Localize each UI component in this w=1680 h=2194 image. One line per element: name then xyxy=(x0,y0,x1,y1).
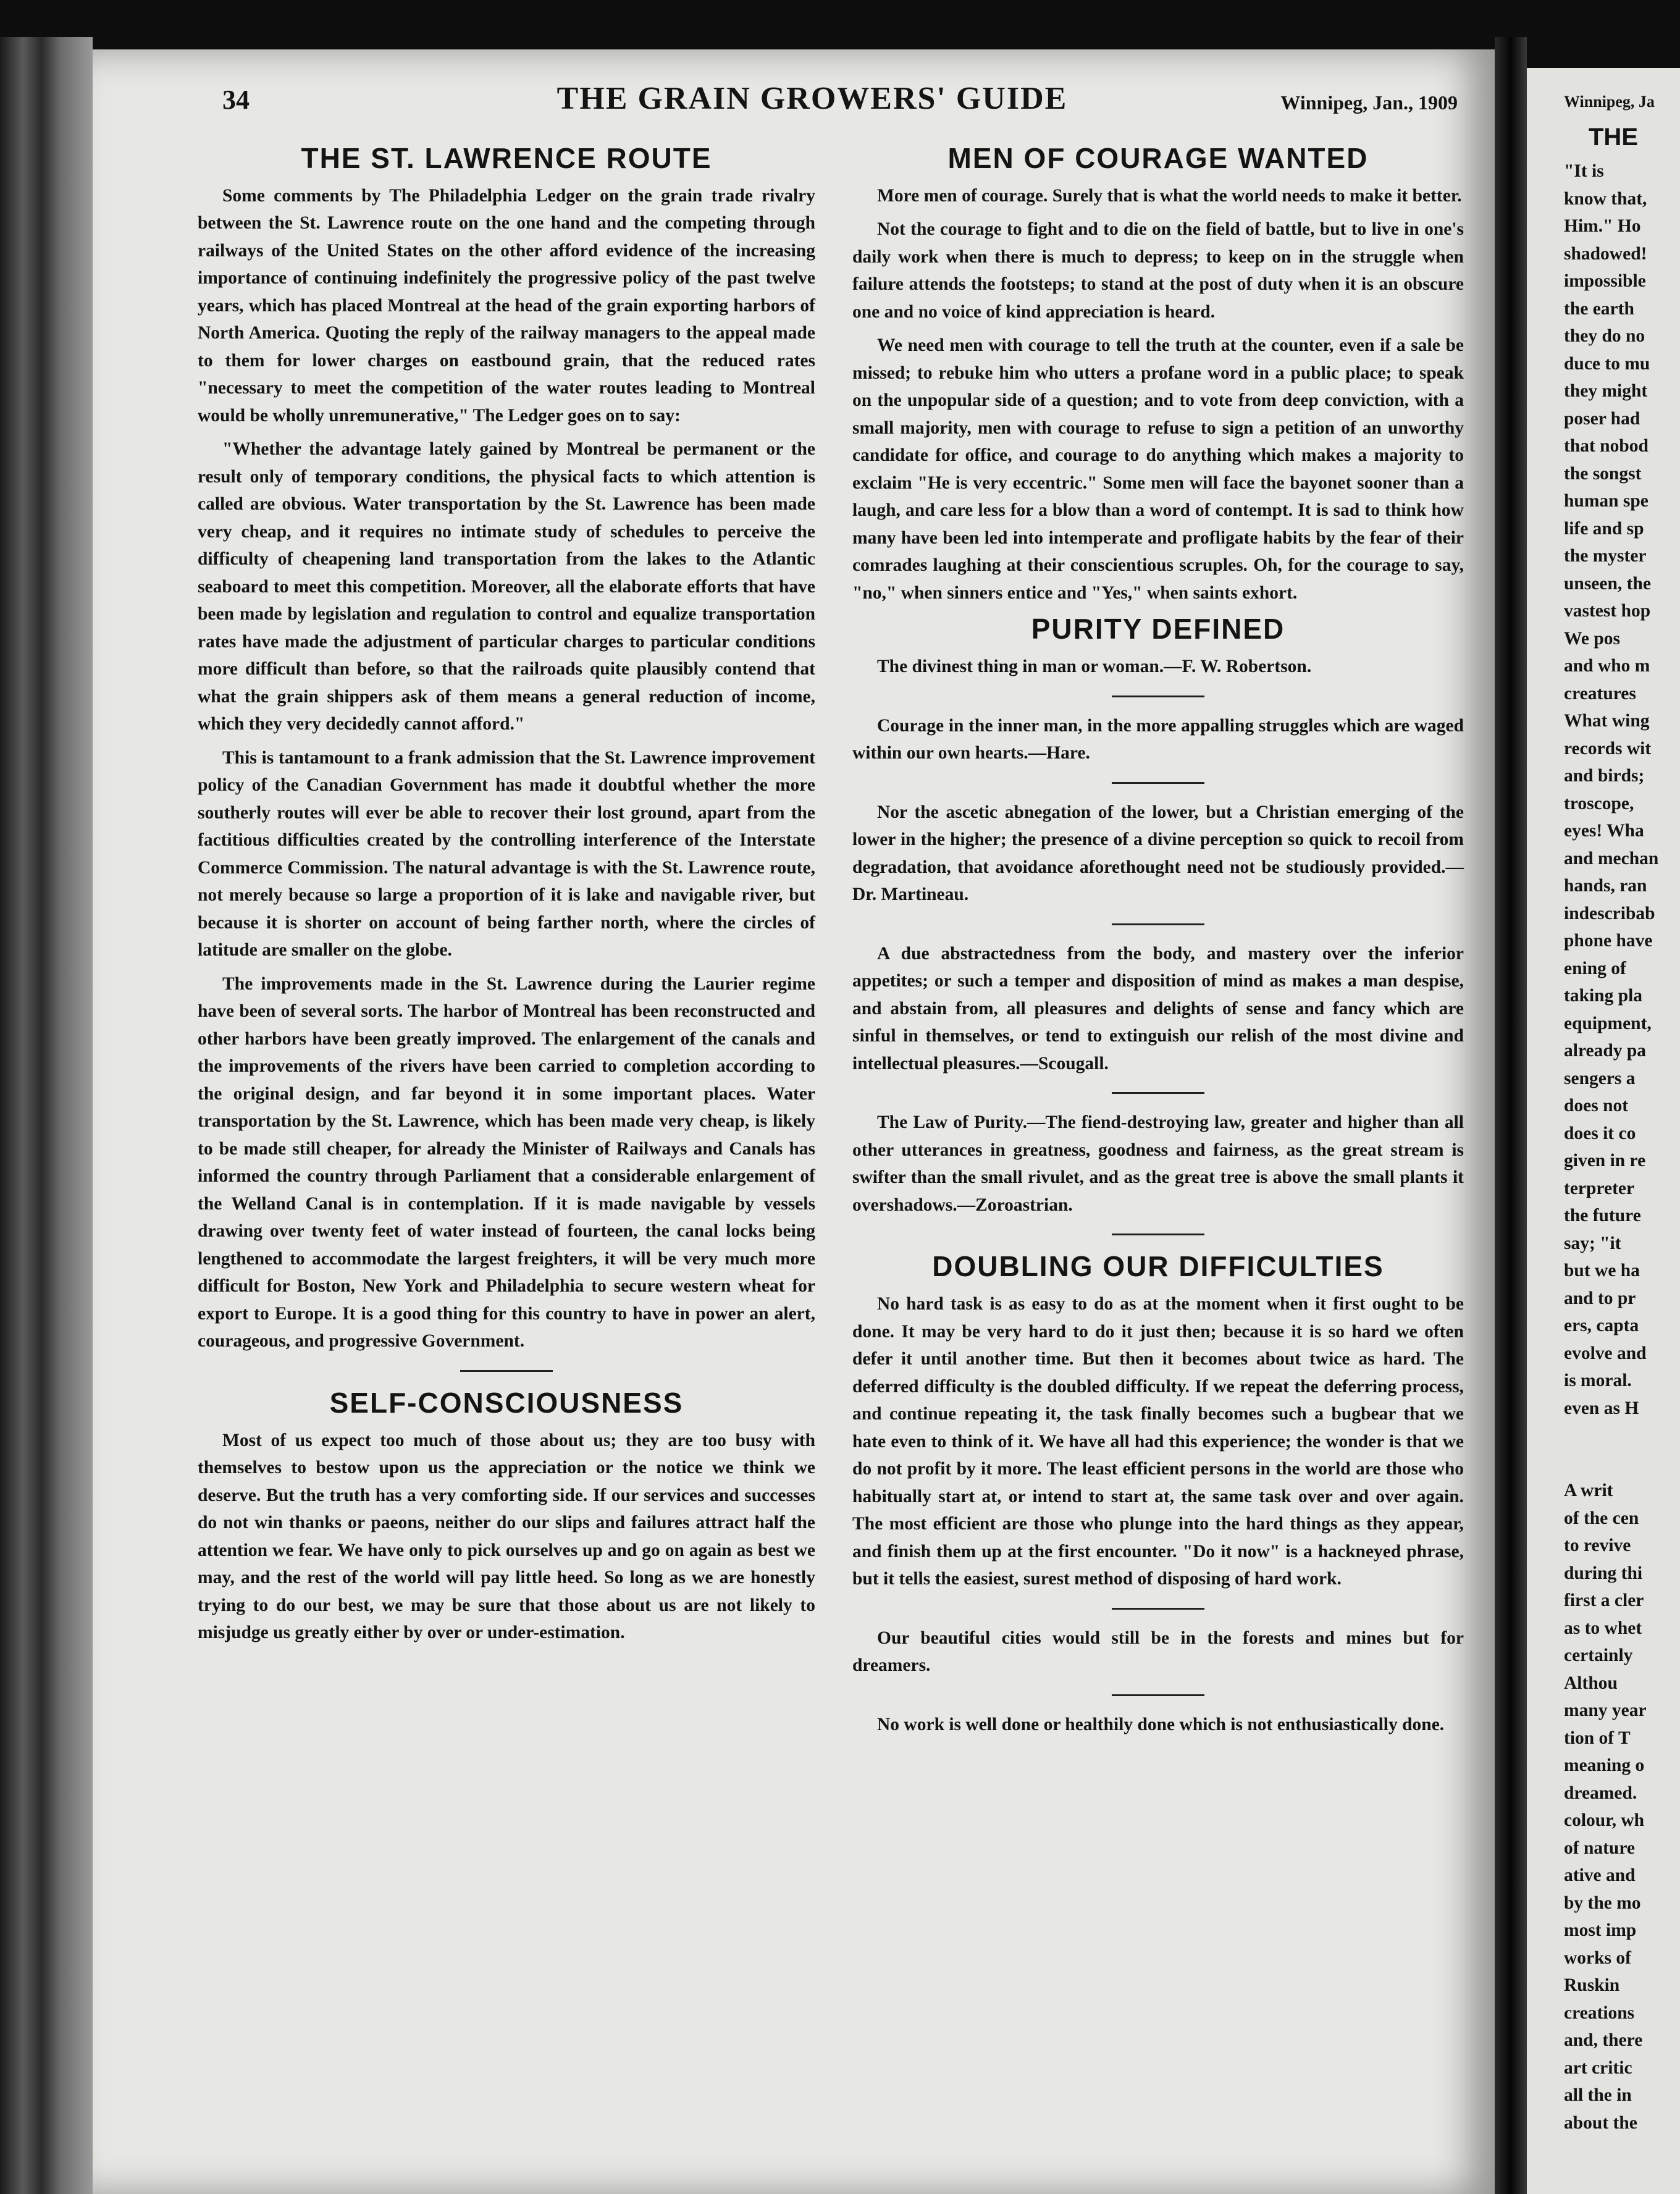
facing-page-line: say; "it xyxy=(1564,1233,1621,1253)
article-paragraph: We need men with courage to tell the truth at the counter, even if a sale be missed; to rebuke him who utters a profane word in a public place; to speak on the unpopular side of a question; and to vote from deep conviction, with a small majority, men with courage to refuse to sign a petition of an unworthy candidate for office, and courage to do anything which makes a majority to exclaim "He is very eccentric." Some men will face the bayonet sooner than a laugh, and care less for a blow than a word of contempt. It is sad to think how many have been led into intemperate and profligate habits by the fear of their comrades laughing at their conscientious scruples. Oh, for the courage to say, "no," when sinners entice and "Yes," when saints exhort. xyxy=(852,335,1464,603)
facing-page-line: of nature xyxy=(1564,1838,1635,1858)
facing-page-heading: THE xyxy=(1589,124,1638,151)
facing-page-line: sengers a xyxy=(1564,1068,1636,1088)
dateline: Winnipeg, Jan., 1909 xyxy=(1280,91,1458,114)
quotation-item: The Law of Purity.—The fiend-destroying law, greater and higher than all other utterances in greatness, goodness and fairness, as the great stream is swifter than the small rivulet, and as the great tree is above the small plants it overshadows.—Zoroastrian. xyxy=(852,1112,1464,1215)
facing-page-line: tion of T xyxy=(1564,1728,1631,1748)
facing-page-line: and birds; xyxy=(1564,766,1645,786)
article-title: SELF-CONSCIOUSNESS xyxy=(329,1386,684,1419)
facing-page-line: and mechan xyxy=(1564,848,1659,868)
facing-page-line: shadowed! xyxy=(1564,243,1647,264)
section-divider xyxy=(1112,1092,1204,1094)
facing-page-line: duce to mu xyxy=(1564,353,1650,374)
facing-page-line: eyes! Wha xyxy=(1564,821,1644,841)
section-divider xyxy=(1112,1234,1204,1235)
facing-page-line: We pos xyxy=(1564,628,1620,649)
facing-page-line: that nobod xyxy=(1564,436,1648,456)
article-purity-defined xyxy=(852,613,1464,1235)
article-doubling-difficulties xyxy=(852,1250,1464,1738)
facing-page-line: meaning o xyxy=(1564,1755,1645,1775)
quotation-item: A due abstractedness from the body, and mastery over the inferior appetites; or such a temper and disposition of mind as makes a man despise, and abstain from, all pleasures and delights of sense and fancy which are sinful in themselves, or tend to extinguish our relish of the most divine and intellectual pleasures.—Scougall. xyxy=(852,943,1464,1074)
article-paragraph: The improvements made in the St. Lawrence during the Laurier regime have been of several sorts. The harbor of Montreal has been reconstructed and other harbors have been greatly improved. The enlargement of the canals and the improvements of the rivers have been carried to completion according to the original design, and far beyond it in some important places. Water transportation by the St. Lawrence, which has been made very cheap, is likely to be made still cheaper, for already the Minister of Railways and Canals has informed the country through Parliament that a considerable enlargement of the Welland Canal is in contemplation. If it is made navigable by vessels drawing over twenty feet of water instead of fourteen, the canal locks being lengthened to accommodate the largest freighters, it will be very much more difficult for Boston, New York and Philadelphia to secure western wheat for export to Europe. It is a good thing for this country to have in power an alert, courageous, and progressive Government. xyxy=(198,973,815,1351)
facing-page-line: creations xyxy=(1564,2003,1635,2023)
facing-page-line: the myster xyxy=(1564,546,1647,566)
facing-page-line: indescribab xyxy=(1564,903,1655,923)
article-paragraph: More men of courage. Surely that is what the world needs to make it better. xyxy=(877,185,1462,206)
facing-page-line: and to pr xyxy=(1564,1288,1636,1308)
article-paragraph: Some comments by The Philadelphia Ledger on the grain trade rivalry between the St. Lawrence route on the one hand and the competing through railways of the United States on the other afford evidence of the increasing importance of continuing indefinitely the progressive policy of the past twelve years, which has placed Montreal at the head of the grain exporting harbors of North America. Quoting the reply of the railway managers to the appeal made to them for lower charges on eastbound grain, that the reduced rates "necessary to meet the competition of the water routes leading to Montreal would be wholly unremunerative," The Ledger goes on to say: xyxy=(198,185,815,426)
facing-page-line: and who m xyxy=(1564,656,1650,676)
facing-page-line: of the cen xyxy=(1564,1508,1639,1528)
newspaper-page xyxy=(93,49,1495,2194)
section-divider xyxy=(1112,696,1204,697)
facing-page-line: hands, ran xyxy=(1564,876,1647,896)
article-paragraph: No hard task is as easy to do as at the moment when it first ought to be done. It may be very hard to do it just then; because it is so hard we often defer it until another time. But then it becomes about twice as hard. The deferred difficulty is the doubled difficulty. If we repeat the deferring process, and continue repeating it, the task finally becomes such a bugbear that we hate even to think of it. We have all had this experience; the wonder is that we do not profit by it more. The least efficient persons in the world are those who habitually start at, or intend to start at, the same task over and over again. The most efficient are those who plunge into the hard things as they appear, and finish them up at the first encounter. "Do it now" is a hackneyed phrase, but it tells the easiest, surest method of disposing of hard work. xyxy=(852,1294,1464,1589)
facing-page-line: during thi xyxy=(1564,1563,1643,1583)
section-divider xyxy=(1112,782,1204,784)
facing-page-line: first a cler xyxy=(1564,1591,1644,1610)
article-st-lawrence-route xyxy=(198,142,815,1355)
section-divider xyxy=(1112,1694,1204,1696)
facing-page-line: Him." Ho xyxy=(1564,216,1641,236)
facing-page-line xyxy=(1527,1450,1680,1477)
facing-page-line: ative and xyxy=(1564,1865,1636,1885)
filler-item: No work is well done or healthily done which is not enthusiastically done. xyxy=(877,1714,1445,1734)
facing-page-line: A writ xyxy=(1564,1481,1613,1500)
article-title: THE ST. LAWRENCE ROUTE xyxy=(301,142,712,174)
facing-page-line: is moral. xyxy=(1564,1371,1632,1390)
facing-page-line: the songst xyxy=(1564,463,1642,484)
quotation-item: Nor the ascetic abnegation of the lower, but a Christian emerging of the lower in the higher; the presence of a divine perception so quick to recoil from degradation, that avoidance aforethought need not be studiously provided.—Dr. Martineau. xyxy=(852,802,1464,905)
article-quote: "Whether the advantage lately gained by Montreal be permanent or the result only of temporary conditions, the physical facts to which attention is called are obvious. Water transportation by the St. Lawrence has been made very cheap, and it requires no intimate study of schedules to perceive the difficulty of cheapening land transportation from the lakes to the Atlantic seaboard to meet this competition. Moreover, all the elaborate efforts that have been made by legislation and regulation to control and equalize transportation rates have made the adjustment of particular charges to particular conditions more difficult than before, so that the railroads quite plausibly contend that what the grain shippers ask of them means a general reduction of income, which they very decidedly cannot afford." xyxy=(198,439,815,734)
facing-page-line: poser had xyxy=(1564,408,1640,429)
article-paragraph: Most of us expect too much of those about us; they are too busy with themselves to bestow upon us the appreciation or the notice we think we deserve. But the truth has a very comforting side. If our services and successes do not win thanks or paeons, neither do our slips and failures attract half the attention we fear. We have only to pick ourselves up and go on again as best we may, and the rest of the world will pay little heed. So long as we are honestly trying to do our best, we may be sure that those about us are not likely to misjudge us greatly either by over or under-estimation. xyxy=(198,1430,815,1643)
facing-page-line: colour, wh xyxy=(1564,1810,1645,1830)
facing-page-line: given in re xyxy=(1564,1151,1646,1171)
facing-page-line: they do no xyxy=(1564,326,1645,346)
right-column xyxy=(852,142,1464,1744)
article-title: DOUBLING OUR DIFFICULTIES xyxy=(932,1250,1384,1283)
facing-page-line: as to whet xyxy=(1564,1618,1642,1638)
facing-page-line: dreamed. xyxy=(1564,1783,1637,1803)
journal-title: THE GRAIN GROWERS' GUIDE xyxy=(556,81,1068,116)
facing-page-line: ers, capta xyxy=(1564,1316,1639,1335)
article-paragraph: Not the courage to fight and to die on the field of battle, but to live in one's daily work when there is much to depress; to keep on in the struggle when failure attends the footsteps; to stand at the post of duty when it is an obscure one and no voice of kind appreciation is heard. xyxy=(852,219,1464,322)
facing-page-line: the future xyxy=(1564,1206,1641,1225)
section-divider xyxy=(1112,1608,1204,1610)
facing-page-line: impossible xyxy=(1564,271,1646,291)
facing-page-line: certainly xyxy=(1564,1646,1633,1665)
facing-page-line: works of xyxy=(1564,1948,1631,1968)
facing-page-line: most imp xyxy=(1564,1920,1637,1940)
facing-page-lines xyxy=(1527,158,1680,2137)
facing-page-line: evolve and xyxy=(1564,1343,1647,1363)
facing-page-dateline: Winnipeg, Ja xyxy=(1564,93,1655,111)
facing-page-line: about the xyxy=(1564,2112,1637,2133)
article-title: MEN OF COURAGE WANTED xyxy=(947,142,1369,174)
facing-page-line: Althou xyxy=(1564,1673,1618,1693)
left-column xyxy=(198,142,815,1653)
article-men-of-courage xyxy=(852,142,1464,607)
article-title: PURITY DEFINED xyxy=(1031,613,1285,645)
facing-page-line: and, there xyxy=(1564,2030,1643,2050)
facing-page-line: Ruskin xyxy=(1564,1975,1620,1995)
facing-page-line: but we ha xyxy=(1564,1261,1640,1280)
quotation-item: The divinest thing in man or woman.—F. W. Robertson. xyxy=(877,657,1312,677)
facing-page-fragment xyxy=(1527,68,1680,2194)
page-number: 34 xyxy=(222,85,250,115)
facing-page-line: the earth xyxy=(1564,298,1634,319)
facing-page-line: phone have xyxy=(1564,931,1653,951)
facing-page-line: unseen, the xyxy=(1564,573,1651,594)
section-divider xyxy=(1112,923,1204,925)
facing-page-line: "It is xyxy=(1564,161,1604,181)
facing-page-line: vastest hop xyxy=(1564,601,1651,621)
facing-page-line: by the mo xyxy=(1564,1893,1641,1913)
facing-page-line: troscope, xyxy=(1564,793,1634,813)
facing-page-line: many year xyxy=(1564,1700,1647,1720)
facing-page-line: equipment, xyxy=(1564,1013,1652,1033)
page-header xyxy=(154,78,1470,133)
book-binding xyxy=(0,37,93,2194)
article-paragraph: This is tantamount to a frank admission that the St. Lawrence improvement policy of the Canadian Government has made it doubtful whether the more southerly routes will ever be able to recover their lost ground, apart from the factitious difficulties created by the controlling interference of the Interstate Commerce Commission. The natural advantage is with the St. Lawrence route, not merely because so large a proportion of it is lake and navigable river, but because it is shorter on account of being farther north, where the circles of latitude are smaller on the globe. xyxy=(198,747,815,960)
facing-page-line: all the in xyxy=(1564,2085,1632,2105)
facing-page-line: life and sp xyxy=(1564,518,1644,539)
article-self-consciousness xyxy=(198,1387,815,1647)
facing-page-line: even as H xyxy=(1564,1398,1639,1418)
quotation-item: Courage in the inner man, in the more appalling struggles which are waged within our own hearts.—Hare. xyxy=(852,715,1464,763)
facing-page-line: creatures xyxy=(1564,683,1636,704)
facing-page-line: human spe xyxy=(1564,491,1648,511)
facing-page-line: taking pla xyxy=(1564,986,1643,1006)
page-gutter xyxy=(1495,37,1527,2194)
facing-page-line: already pa xyxy=(1564,1041,1647,1061)
facing-page-line: to revive xyxy=(1564,1536,1631,1555)
facing-page-line: does it co xyxy=(1564,1123,1636,1143)
facing-page-line: ening of xyxy=(1564,958,1626,978)
facing-page-line xyxy=(1527,1422,1680,1450)
facing-page-line: terpreter xyxy=(1564,1178,1635,1198)
facing-page-line: know that, xyxy=(1564,188,1647,209)
facing-page-line: art critic xyxy=(1564,2057,1632,2078)
facing-page-line: records wit xyxy=(1564,738,1652,759)
filler-item: Our beautiful cities would still be in the forests and mines but for dreamers. xyxy=(852,1628,1464,1676)
section-divider xyxy=(460,1370,553,1372)
facing-page-line: What wing xyxy=(1564,711,1650,731)
facing-page-line: they might xyxy=(1564,381,1648,401)
facing-page-line: does not xyxy=(1564,1096,1629,1116)
